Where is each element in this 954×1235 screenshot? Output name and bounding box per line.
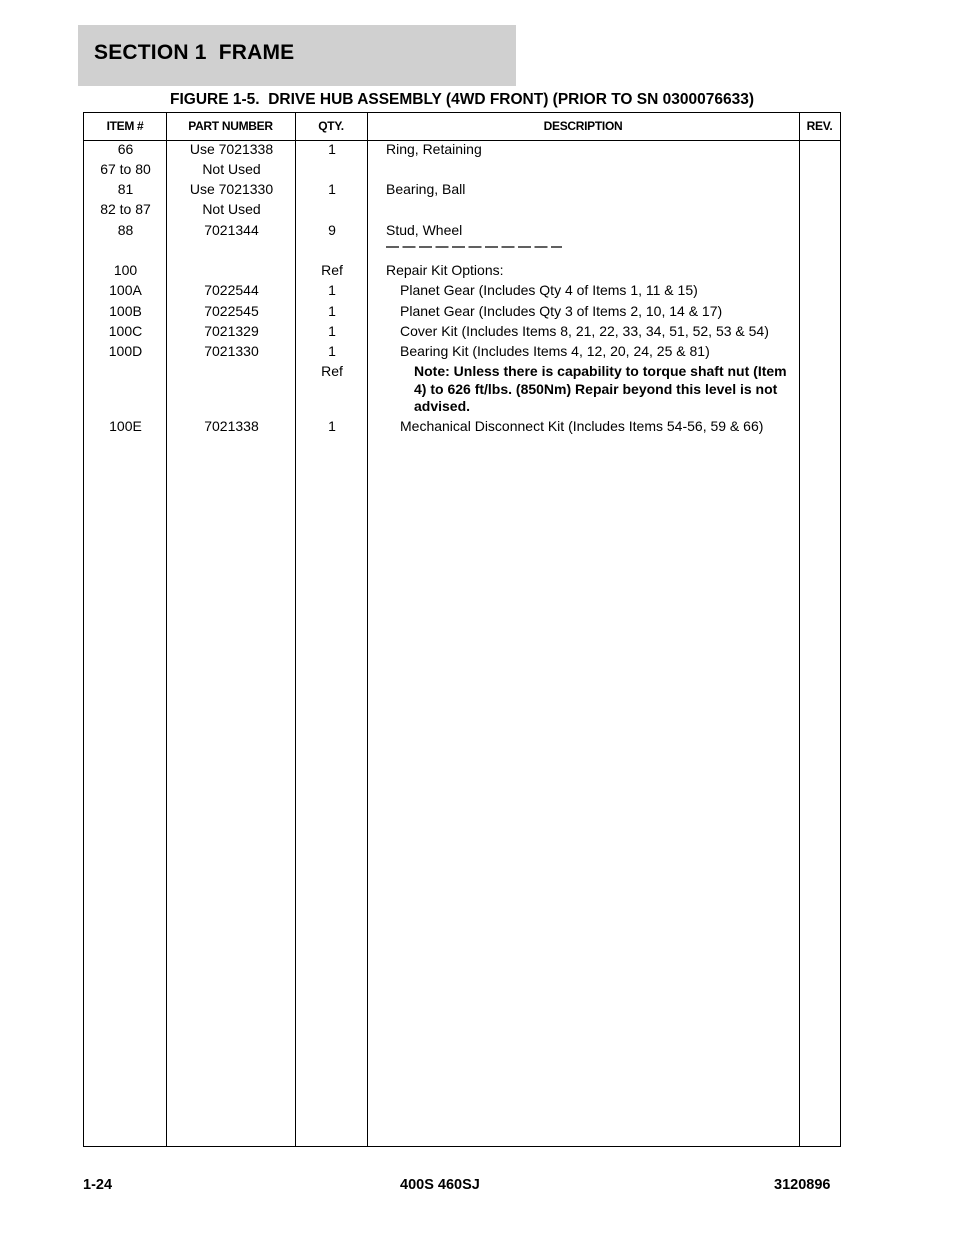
- quantity: 1: [328, 303, 336, 319]
- part-number: 7021329: [204, 323, 259, 339]
- part-number: Not Used: [202, 161, 261, 177]
- part-number: Not Used: [202, 201, 261, 217]
- item-number: 66: [117, 141, 134, 157]
- description: Cover Kit (Includes Items 8, 21, 22, 33, 34, 51, 52, 53 & 54): [400, 323, 769, 339]
- description: Bearing, Ball: [386, 181, 466, 197]
- quantity: Ref: [321, 262, 343, 278]
- part-number: 7022544: [204, 282, 259, 298]
- header-description: DESCRIPTION: [543, 119, 623, 133]
- footer-doc-number: 3120896: [774, 1177, 831, 1193]
- header-item: ITEM #: [106, 119, 144, 133]
- footer-model: 400S 460SJ: [400, 1177, 480, 1193]
- description: Planet Gear (Includes Qty 3 of Items 2, 10, 14 & 17): [400, 303, 723, 319]
- quantity: 1: [328, 141, 336, 157]
- item-number: 67 to 80: [100, 161, 151, 177]
- note-text: Note: Unless there is capability to torque shaft nut (Item 4) to 626 ft/lbs. (850Nm) Repair beyond this level is not advised.: [414, 363, 787, 414]
- section-title: SECTION 1 FRAME: [94, 41, 295, 64]
- part-number: Use 7021338: [189, 141, 274, 157]
- item-number: 100D: [108, 343, 143, 359]
- column-divider: [799, 113, 800, 1146]
- part-number: 7021330: [204, 343, 259, 359]
- part-number: 7022545: [204, 303, 259, 319]
- item-number: 100E: [109, 418, 142, 434]
- part-number: 7021344: [204, 222, 259, 238]
- item-number: 100: [113, 262, 138, 278]
- description: Bearing Kit (Includes Items 4, 12, 20, 24, 25 & 81): [400, 343, 710, 359]
- quantity: 1: [328, 181, 336, 197]
- description: Ring, Retaining: [386, 141, 482, 157]
- header-rev: REV.: [806, 119, 833, 133]
- quantity: 1: [328, 323, 336, 339]
- header-part-number: PART NUMBER: [188, 119, 273, 133]
- item-number: 82 to 87: [100, 201, 151, 217]
- item-number: 100B: [109, 303, 142, 319]
- description: Mechanical Disconnect Kit (Includes Items 54-56, 59 & 66): [400, 418, 764, 434]
- item-number: 81: [117, 181, 134, 197]
- section-banner: [78, 25, 516, 86]
- quantity: 1: [328, 282, 336, 298]
- item-number: 100C: [108, 323, 143, 339]
- quantity: Ref: [321, 363, 343, 379]
- part-number: 7021338: [204, 418, 259, 434]
- table-header-row: [84, 113, 840, 141]
- footer-page-number: 1-24: [83, 1177, 113, 1193]
- quantity: 9: [328, 222, 336, 238]
- description: Stud, Wheel: [386, 222, 463, 238]
- quantity: 1: [328, 418, 336, 434]
- parts-table: [83, 112, 841, 1147]
- description: Planet Gear (Includes Qty 4 of Items 1, 11 & 15): [400, 282, 698, 298]
- dash-separator: [386, 243, 562, 251]
- item-number: 88: [117, 222, 134, 238]
- part-number: Use 7021330: [189, 181, 274, 197]
- quantity: 1: [328, 343, 336, 359]
- item-number: 100A: [109, 282, 142, 298]
- description: Repair Kit Options:: [386, 262, 504, 278]
- figure-title: FIGURE 1-5. DRIVE HUB ASSEMBLY (4WD FRONT) (PRIOR TO SN 0300076633): [170, 91, 754, 108]
- header-qty: QTY.: [318, 119, 344, 133]
